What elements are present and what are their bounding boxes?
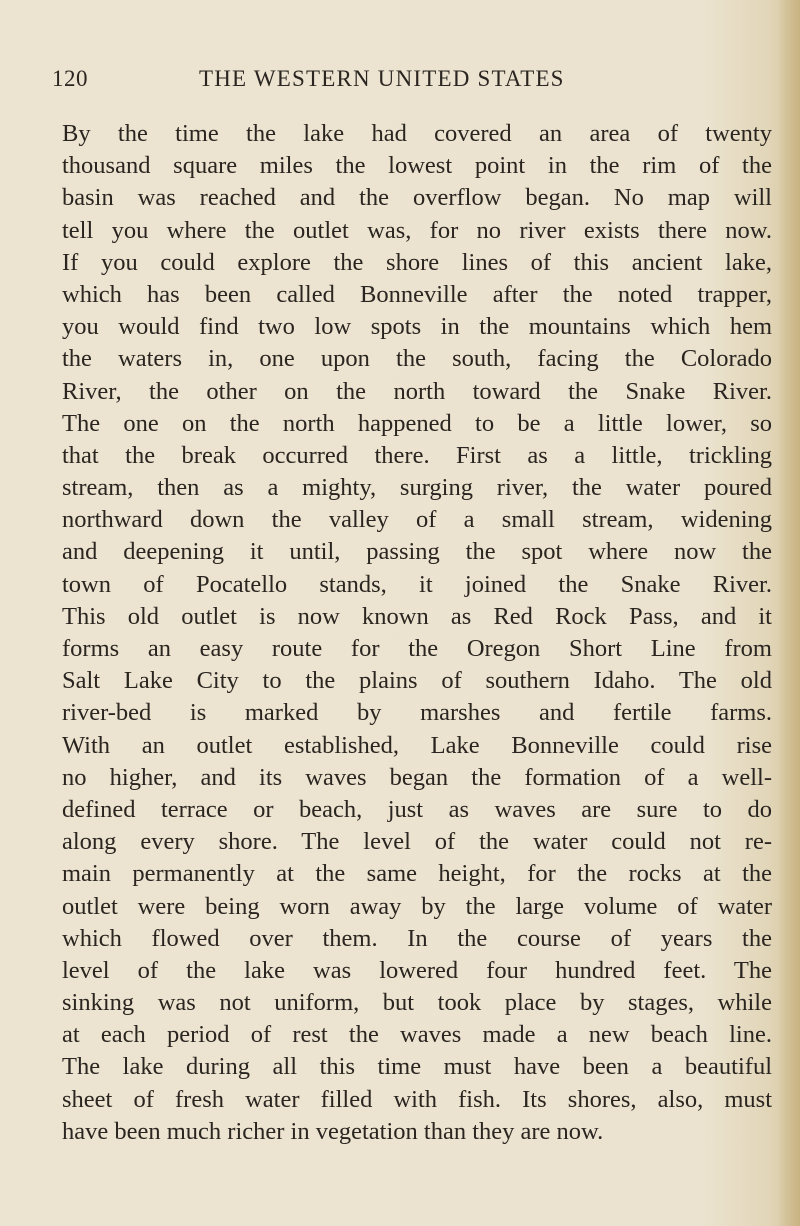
text-line: The one on the north happened to be a little lower, so [62, 409, 772, 437]
running-head-title: THE WESTERN UNITED STATES [199, 66, 565, 91]
text-line: town of Pocatello stands, it joined the Snake River. [62, 570, 772, 598]
text-line: sinking was not uniform, but took place by stages, while [62, 989, 772, 1017]
text-line: main permanently at the same height, for the rocks at the [62, 860, 772, 888]
text-line: level of the lake was lowered four hundred feet. The [62, 956, 772, 984]
text-line: defined terrace or beach, just as waves are sure to do [62, 795, 772, 823]
text-line: along every shore. The level of the water could not re- [62, 828, 772, 856]
text-line: which flowed over them. In the course of years the [62, 924, 772, 952]
text-line: This old outlet is now known as Red Rock Pass, and it [62, 602, 772, 630]
text-line: stream, then as a mighty, surging river, the water poured [62, 474, 772, 502]
text-line: If you could explore the shore lines of this ancient lake, [62, 248, 772, 276]
text-line: northward down the valley of a small stream, widening [62, 506, 772, 534]
text-line: River, the other on the north toward the Snake River. [62, 377, 772, 405]
text-line: With an outlet established, Lake Bonneville could rise [62, 731, 772, 759]
text-line: forms an easy route for the Oregon Short Line from [62, 635, 772, 662]
text-line: no higher, and its waves began the formation of a well- [62, 763, 772, 791]
page-number: 120 [52, 66, 88, 91]
text-line: tell you where the outlet was, for no river exists there now. [62, 216, 772, 244]
text-line: The lake during all this time must have been a beautiful [62, 1053, 772, 1081]
text-line: sheet of fresh water filled with fish. Its shores, also, must [62, 1085, 772, 1113]
text-line: that the break occurred there. First as a little, trickling [62, 441, 772, 469]
text-line: the waters in, one upon the south, facing the Colorado [62, 345, 772, 373]
text-line: at each period of rest the waves made a new beach line. [62, 1021, 772, 1049]
text-line: you would find two low spots in the mountains which hem [62, 313, 772, 341]
text-line: and deepening it until, passing the spot where now the [62, 538, 772, 566]
running-head [52, 66, 612, 102]
text-line: have been much richer in vegetation than they are now. [62, 1117, 604, 1145]
text-line: which has been called Bonneville after the noted trapper, [62, 280, 772, 308]
text-line: basin was reached and the overflow began. No map will [62, 184, 772, 212]
body-text [62, 118, 772, 1148]
text-line: thousand square miles the lowest point in the rim of the [62, 152, 772, 180]
text-line: river-bed is marked by marshes and fertile farms. [62, 699, 772, 727]
page-edge-shading [778, 0, 800, 1226]
text-line: By the time the lake had covered an area of twenty [62, 120, 772, 147]
text-line: Salt Lake City to the plains of southern Idaho. The old [62, 667, 772, 695]
text-line: outlet were being worn away by the large volume of water [62, 892, 772, 920]
